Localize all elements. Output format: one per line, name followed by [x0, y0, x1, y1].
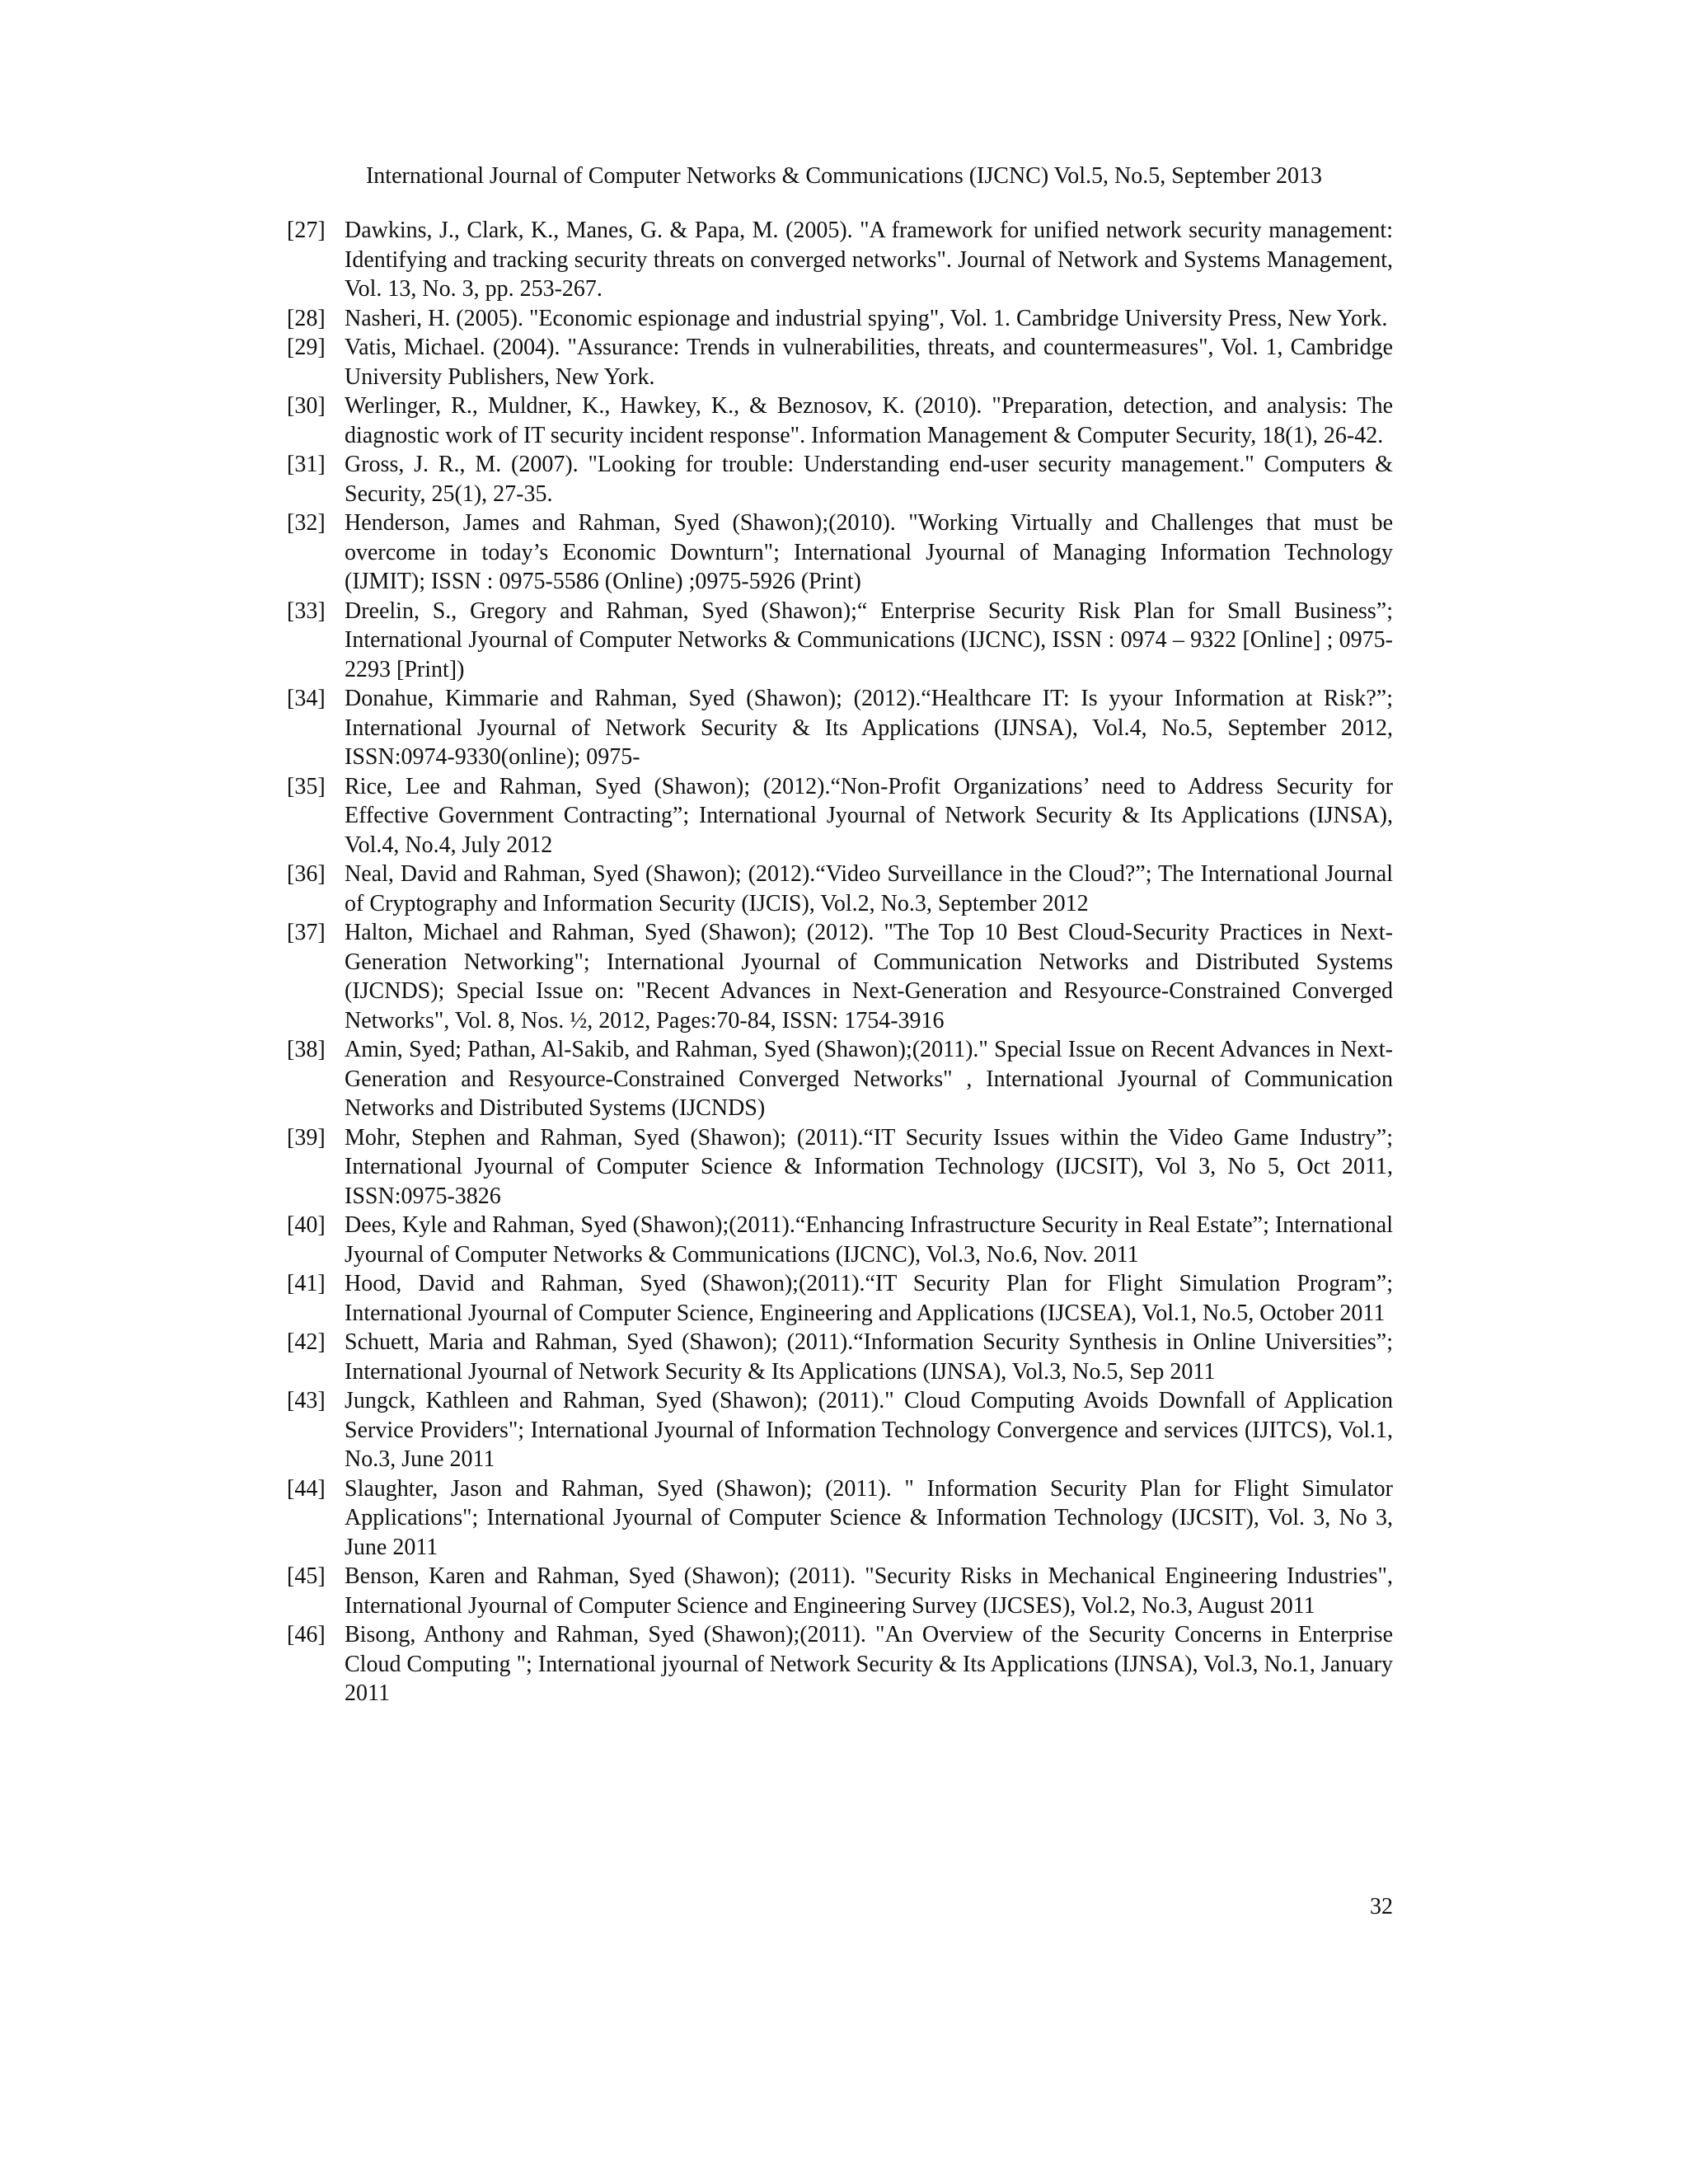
- running-header: International Journal of Computer Networks & Communications (IJCNC) Vol.5, No.5, September 2013: [365, 163, 1323, 189]
- reference-number: [31]: [287, 452, 326, 477]
- reference-number: [30]: [287, 393, 326, 419]
- reference-text: Dreelin, S., Gregory and Rahman, Syed (Shawon);“ Enterprise Security Risk Plan for Small Business”; International Jyournal of Computer Networks & Communications (IJCNC), ISSN : 0974 – 9322 [Online] ; 0975- 2293 [Print]): [345, 598, 1393, 682]
- reference-number: [33]: [287, 598, 326, 624]
- reference-item: [287, 597, 1393, 685]
- reference-item: [287, 1386, 1393, 1474]
- reference-text: Vatis, Michael. (2004). "Assurance: Trends in vulnerabilities, threats, and countermeasures", Vol. 1, Cambridge University Publishers, New York.: [345, 335, 1393, 390]
- reference-text: Neal, David and Rahman, Syed (Shawon); (2012).“Video Surveillance in the Cloud?”; The International Journal of Cryptography and Information Security (IJCIS), Vol.2, No.3, September 2012: [345, 861, 1393, 916]
- reference-item: [287, 860, 1393, 918]
- reference-item: [287, 1035, 1393, 1123]
- reference-text: Gross, J. R., M. (2007). "Looking for trouble: Understanding end-user security management." Computers & Security, 25(1), 27-35.: [345, 452, 1393, 507]
- reference-number: [43]: [287, 1388, 326, 1413]
- reference-number: [40]: [287, 1212, 326, 1238]
- reference-number: [32]: [287, 510, 326, 536]
- reference-item: [287, 1562, 1393, 1620]
- reference-text: Slaughter, Jason and Rahman, Syed (Shawon); (2011). " Information Security Plan for Flight Simulator Applications"; International Jyournal of Computer Science & Information Technology (IJCSIT), Vol. 3, No 3, June 2011: [345, 1475, 1393, 1560]
- reference-number: [36]: [287, 861, 326, 887]
- reference-number: [37]: [287, 920, 326, 945]
- reference-item: [287, 684, 1393, 772]
- reference-text: Dees, Kyle and Rahman, Syed (Shawon);(2011).“Enhancing Infrastructure Security in Real Estate”; International Jyournal of Computer Networks & Communications (IJCNC), Vol.3, No.6, Nov. 2011: [345, 1212, 1393, 1268]
- reference-text: Henderson, James and Rahman, Syed (Shawon);(2010). "Working Virtually and Challenges that must be overcome in today’s Economic Downturn"; International Jyournal of Managing Information Technology (IJMIT); ISSN : 0975-5586 (Online) ;0975-5926 (Print): [345, 510, 1393, 594]
- reference-number: [45]: [287, 1563, 326, 1589]
- page-number: 32: [1370, 1894, 1393, 1919]
- reference-number: [28]: [287, 305, 326, 331]
- reference-item: [287, 1211, 1393, 1269]
- reference-text: Nasheri, H. (2005). "Economic espionage and industrial spying", Vol. 1. Cambridge University Press, New York.: [345, 305, 1388, 331]
- reference-item: [287, 391, 1393, 450]
- reference-number: [34]: [287, 686, 326, 711]
- reference-item: [287, 1123, 1393, 1212]
- reference-item: [287, 1620, 1393, 1708]
- reference-item: [287, 1328, 1393, 1386]
- reference-number: [39]: [287, 1124, 326, 1151]
- reference-text: Hood, David and Rahman, Syed (Shawon);(2011).“IT Security Plan for Flight Simulation Program”; International Jyournal of Computer Science, Engineering and Applications (IJCSEA), Vol.1, No.5, October 2011: [345, 1271, 1393, 1326]
- reference-number: [35]: [287, 773, 326, 799]
- reference-item: [287, 1474, 1393, 1563]
- reference-number: [42]: [287, 1329, 326, 1355]
- reference-number: [41]: [287, 1271, 326, 1296]
- reference-text: Benson, Karen and Rahman, Syed (Shawon); (2011). "Security Risks in Mechanical Engineering Industries", International Jyournal of Computer Science and Engineering Survey (IJCSES), Vol.2, No.3, August 2011: [345, 1563, 1393, 1619]
- reference-item: [287, 918, 1393, 1035]
- reference-item: [287, 509, 1393, 597]
- reference-text: Werlinger, R., Muldner, K., Hawkey, K., & Beznosov, K. (2010). "Preparation, detection, and analysis: The diagnostic work of IT security incident response". Information Management & Computer Security, 18(1), 26-42.: [345, 393, 1393, 448]
- reference-item: [287, 333, 1393, 391]
- reference-item: [287, 772, 1393, 860]
- reference-list: [287, 216, 1393, 1708]
- reference-text: Schuett, Maria and Rahman, Syed (Shawon); (2011).“Information Security Synthesis in Online Universities”; International Jyournal of Network Security & Its Applications (IJNSA), Vol.3, No.5, Sep 2011: [345, 1329, 1393, 1385]
- reference-text: Halton, Michael and Rahman, Syed (Shawon); (2012). "The Top 10 Best Cloud-Security Practices in Next-Generation Networking"; International Jyournal of Communication Networks and Distributed Systems (IJCNDS); Special Issue on: "Recent Advances in Next-Generation and Resyource-Constrained Converged Networks", Vol. 8, Nos. ½, 2012, Pages:70-84, ISSN: 1754-3916: [345, 920, 1393, 1033]
- reference-text: Amin, Syed; Pathan, Al-Sakib, and Rahman, Syed (Shawon);(2011)." Special Issue on Recent Advances in Next-Generation and Resyource-Constrained Converged Networks" , International Jyournal of Communication Networks and Distributed Systems (IJCNDS): [345, 1037, 1393, 1121]
- reference-number: [29]: [287, 335, 326, 360]
- reference-text: Dawkins, J., Clark, K., Manes, G. & Papa, M. (2005). "A framework for unified network security management: Identifying and tracking security threats on converged networks". Journal of Network and Systems Management, Vol. 13, No. 3, pp. 253-267.: [345, 218, 1393, 302]
- reference-number: [27]: [287, 218, 326, 243]
- reference-text: Donahue, Kimmarie and Rahman, Syed (Shawon); (2012).“Healthcare IT: Is yyour Information at Risk?”; International Jyournal of Network Security & Its Applications (IJNSA), Vol.4, No.5, September 2012, ISSN:0974-9330(online); 0975-: [345, 686, 1393, 770]
- reference-number: [44]: [287, 1475, 326, 1502]
- reference-number: [46]: [287, 1622, 326, 1647]
- reference-text: Jungck, Kathleen and Rahman, Syed (Shawon); (2011)." Cloud Computing Avoids Downfall of Application Service Providers"; International Jyournal of Information Technology Convergence and services (IJITCS), Vol.1, No.3, June 2011: [345, 1388, 1393, 1472]
- reference-item: [287, 450, 1393, 509]
- reference-text: Bisong, Anthony and Rahman, Syed (Shawon);(2011). "An Overview of the Security Concerns in Enterprise Cloud Computing "; International jyournal of Network Security & Its Applications (IJNSA), Vol.3, No.1, January 2011: [345, 1622, 1393, 1706]
- reference-item: [287, 1269, 1393, 1328]
- reference-item: [287, 304, 1393, 334]
- reference-text: Mohr, Stephen and Rahman, Syed (Shawon); (2011).“IT Security Issues within the Video Game Industry”; International Jyournal of Computer Science & Information Technology (IJCSIT), Vol 3, No 5, Oct 2011, ISSN:0975-3826: [345, 1124, 1393, 1209]
- reference-number: [38]: [287, 1037, 326, 1062]
- reference-item: [287, 216, 1393, 304]
- reference-text: Rice, Lee and Rahman, Syed (Shawon); (2012).“Non-Profit Organizations’ need to Address Security for Effective Government Contracting”; International Jyournal of Network Security & Its Applications (IJNSA), Vol.4, No.4, July 2012: [345, 773, 1393, 858]
